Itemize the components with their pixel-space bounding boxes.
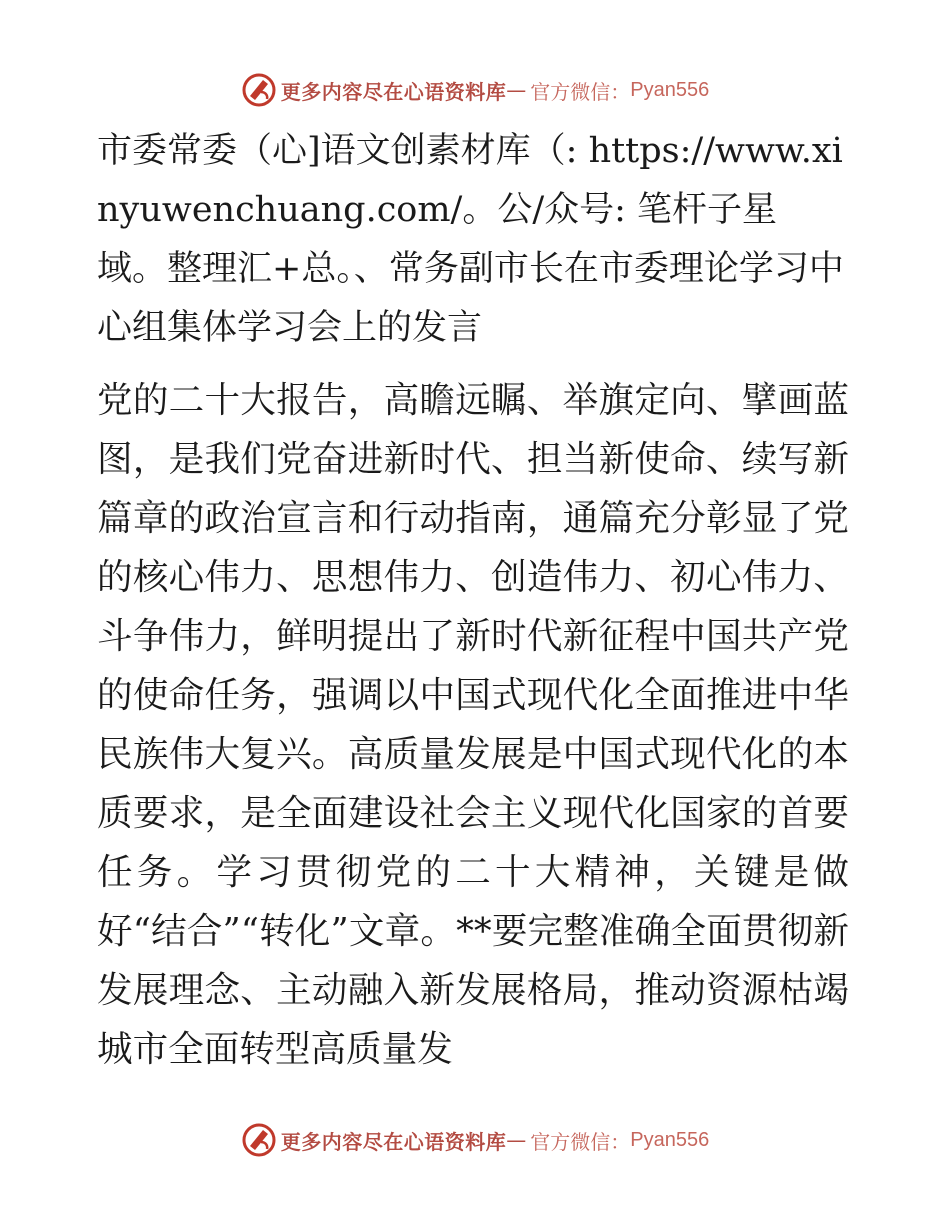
document-title: 市委常委（心]语文创素材库（: https://www.xinyuwenchuang.com/。公/众号: 笔杆子星域。整理汇+总。、常务副市长在市委理论学习中心组集体学习会上的发言 [97,131,844,348]
banner-wechat-id: Pyan556 [630,1128,710,1151]
document-paragraph: 党的二十大报告，高瞻远瞩、举旗定向、擘画蓝图，是我们党奋进新时代、担当新使命、续写新篇章的政治宣言和行动指南，通篇充分彰显了党的核心伟力、思想伟力、创造伟力、初心伟力、斗争伟力，鲜明提出了新时代新征程中国共产党的使命任务，强调以中国式现代化全面推进中华民族伟大复兴。高质量发展是中国式现代化的本质要求，是全面建设社会主义现代化国家的首要任务。学习贯彻党的二十大精神，关键是做好“结合”“转化”文章。**要完整准确全面贯彻新发展理念、主动融入新发展格局，推动资源枯竭城市全面转型高质量发 [97,380,849,1070]
banner-wechat-id: Pyan556 [630,78,710,101]
banner-wechat-label: 官方微信： [530,79,631,104]
xinyu-logo-icon [241,1122,277,1158]
banner-separator: — [506,1128,527,1152]
banner-brand-text: 更多内容尽在心语资料库 [280,1129,507,1154]
banner-separator: — [506,78,527,102]
banner-wechat-label: 官方微信： [530,1129,631,1154]
header-watermark-banner [0,70,950,110]
footer-watermark-banner [0,1120,950,1160]
banner-brand-text: 更多内容尽在心语资料库 [280,79,507,104]
xinyu-logo-icon [241,72,277,108]
